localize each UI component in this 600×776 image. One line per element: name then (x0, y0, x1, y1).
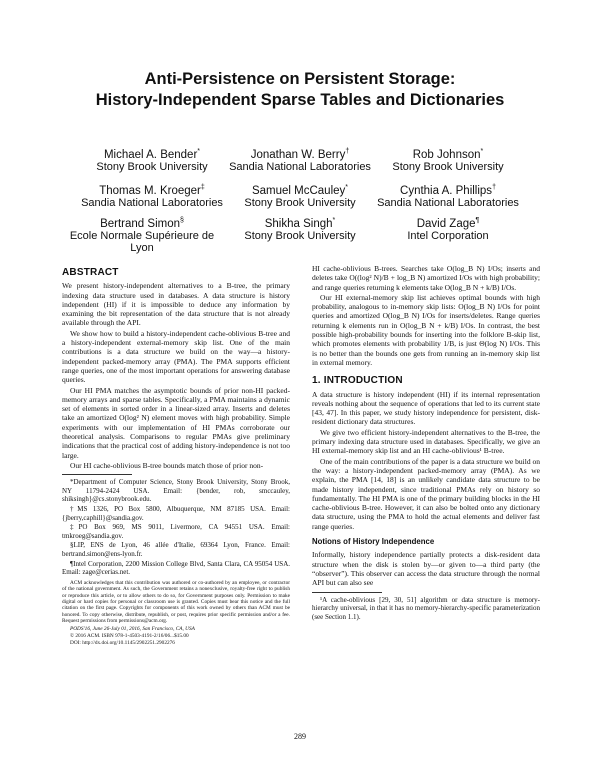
paper-title-line-2: History-Independent Sparse Tables and Dictionaries (95, 91, 505, 109)
footnote-divider (312, 592, 382, 593)
page-number: 289 (294, 732, 306, 741)
acm-notice: ACM acknowledges that this contribution was authored or co-authored by an employee, or contractor of the national government. As such, the Government retains a nonexclusive, royalty-free right to publish or reproduce this article, or to allow others to do so, for Government purposes only. Permission to make digital or hard copies for personal or classroom use is granted. Copies must bear this notice and the full citation on the first page. Copyrights for components of this work owned by others than ACM must be honored. To copy otherwise, distribute, republish, or post, requires prior specific permission and/or a fee. Request permissions from permissions@acm.org. (62, 579, 290, 625)
right-column (312, 264, 540, 622)
body-paragraph: Our HI external-memory skip list achieves optimal bounds with high probability, analogous to in-memory skip lists: O(log_B N) I/Os for point queries and amortized O(log_B N) I/Os for inserts/deletes. Range queries returning k elements run in O(log_B N + k/B) I/Os. In contrast, the best possible high-probability bounds for inserting into the folklore B-skip list, which promotes elements with probability 1/B, is just Θ(log N) I/Os. This is no better than the bounds one gets from running an in-memory skip list in external memory. (312, 292, 540, 367)
body-paragraph: We give two efficient history-independent alternatives to the B-tree, the primary indexing data structure used in databases. Specifically, we give an HI external-memory skip list and an HI cache-oblivious¹ B-tree. (312, 427, 540, 456)
abstract-heading: ABSTRACT (62, 267, 119, 278)
footnote: ¶Intel Corporation, 2200 Mission College Blvd, Santa Clara, CA 95054 USA. Email: zage@cerias.net. (62, 559, 290, 577)
footnote: ‡PO Box 969, MS 9011, Livermore, CA 94551 USA. Email: tmkroeg@sandia.gov. (62, 523, 290, 540)
author: Rob Johnson* Stony Brook University (392, 148, 504, 173)
venue: PODS'16, June 26-July 01, 2016, San Francisco, CA, USA (70, 625, 195, 632)
author: Shikha Singh* Stony Brook University (244, 217, 356, 242)
footnote: *Department of Computer Science, Stony Brook University, Stony Brook, NY 11794-2424 USA. Email: {bender, rob, smccauley, shiksingh}@cs.stonybrook.edu. (62, 478, 290, 504)
body-paragraph: One of the main contributions of the paper is a data structure we build on the way: a history-independent packed-memory array (PMA). As we explain, the PMA [14, 18] is an unlikely candidate data structure to be made history independent, since traditional PMAs rely on history so fundamentally. The HI PMA is one of the primary building blocks in the HI cache-oblivious B-tree. However, it can also be bolted onto any dictionary data structure, using the PMA to hold the actual elements and deliver fast range queries. (312, 456, 540, 531)
body-paragraph: A data structure is history independent (HI) if its internal representation reveals nothing about the sequence of operations that led to its current state [43, 47]. In this paper, we study history independence for persistent, disk-resident dictionary data structures. (312, 389, 540, 427)
body-paragraph: Informally, history independence partially protects a disk-resident data structure when the disk is stolen by—or given to—a third party (the “observer”). This observer can access the data structure through the normal API but can also see (312, 550, 540, 588)
author: David Zage¶ Intel Corporation (407, 217, 489, 242)
abstract-paragraph: Our HI cache-oblivious B-tree bounds match those of prior non- (70, 460, 264, 470)
section-heading: 1. INTRODUCTION (312, 375, 403, 387)
body-paragraph: HI cache-oblivious B-trees. Searches take O(log_B N) I/Os; inserts and deletes take O((log² N)/B + log_B N) amortized I/Os with high probability; and range queries returning k elements take O(log_B N + k/B) I/Os. (312, 264, 540, 292)
left-column (62, 264, 290, 648)
author: Jonathan W. Berry† Sandia National Laboratories (229, 148, 371, 173)
paper-title-line-1: Anti-Persistence on Persistent Storage: (144, 70, 456, 88)
abstract-paragraph: We show how to build a history-independent cache-oblivious B-tree and a history-independent external-memory skip list. One of the main contributions is a data structure we build on the way—a history-independent packed-memory array (PMA). The PMA supports efficient range queries, one of the most important operations for answering database queries. (62, 328, 290, 385)
author: Cynthia A. Phillips† Sandia National Laboratories (377, 184, 519, 209)
copyright: © 2016 ACM. ISBN 978-1-4503-4191-2/16/06...$15.00 (70, 633, 189, 640)
author: Thomas M. Kroeger‡ Sandia National Laboratories (81, 184, 223, 209)
subsection-heading: Notions of History Independence (312, 537, 435, 547)
abstract-paragraph: We present history-independent alternatives to a B-tree, the primary indexing data structure used in databases. A data structure is history independent (HI) if it is impossible to deduce any information by examining the bit representation of the data structure that is not already available through the API. (62, 281, 290, 328)
footnote: §LIP, ENS de Lyon, 46 allée d'Italie, 69364 Lyon, France. Email: bertrand.simon@ens-lyon.fr. (62, 541, 290, 558)
author: Michael A. Bender* Stony Brook University (96, 148, 208, 173)
footnote: †MS 1326, PO Box 5800, Albuquerque, NM 87185 USA. Email: {jberry,caphill}@sandia.gov. (62, 505, 290, 522)
footnote: ¹A cache-oblivious [29, 30, 51] algorithm or data structure is memory-hierarchy universal, in that it has no memory-hierarchy-specific parameterization (see Section 1.1). (312, 595, 540, 621)
doi: DOI: http://dx.doi.org/10.1145/2902251.2902276 (70, 640, 175, 647)
author: Bertrand Simon§ Ecole Normale Supérieure de Lyon (69, 217, 215, 254)
author: Samuel McCauley* Stony Brook University (244, 184, 356, 209)
abstract-paragraph: Our HI PMA matches the asymptotic bounds of prior non-HI packed-memory arrays and sparse tables. Specifically, a PMA maintains a dynamic set of elements in sorted order in a linear-sized array. Inserts and deletes take an amortized O(log² N) element moves with high probability. Simple experiments with our implementation of HI PMAs corroborate our theoretical analysis. Comparisons to regular PMAs give preliminary indications that the practical cost of adding history-independence is not too large. (62, 385, 290, 460)
footnote-divider (62, 474, 132, 475)
